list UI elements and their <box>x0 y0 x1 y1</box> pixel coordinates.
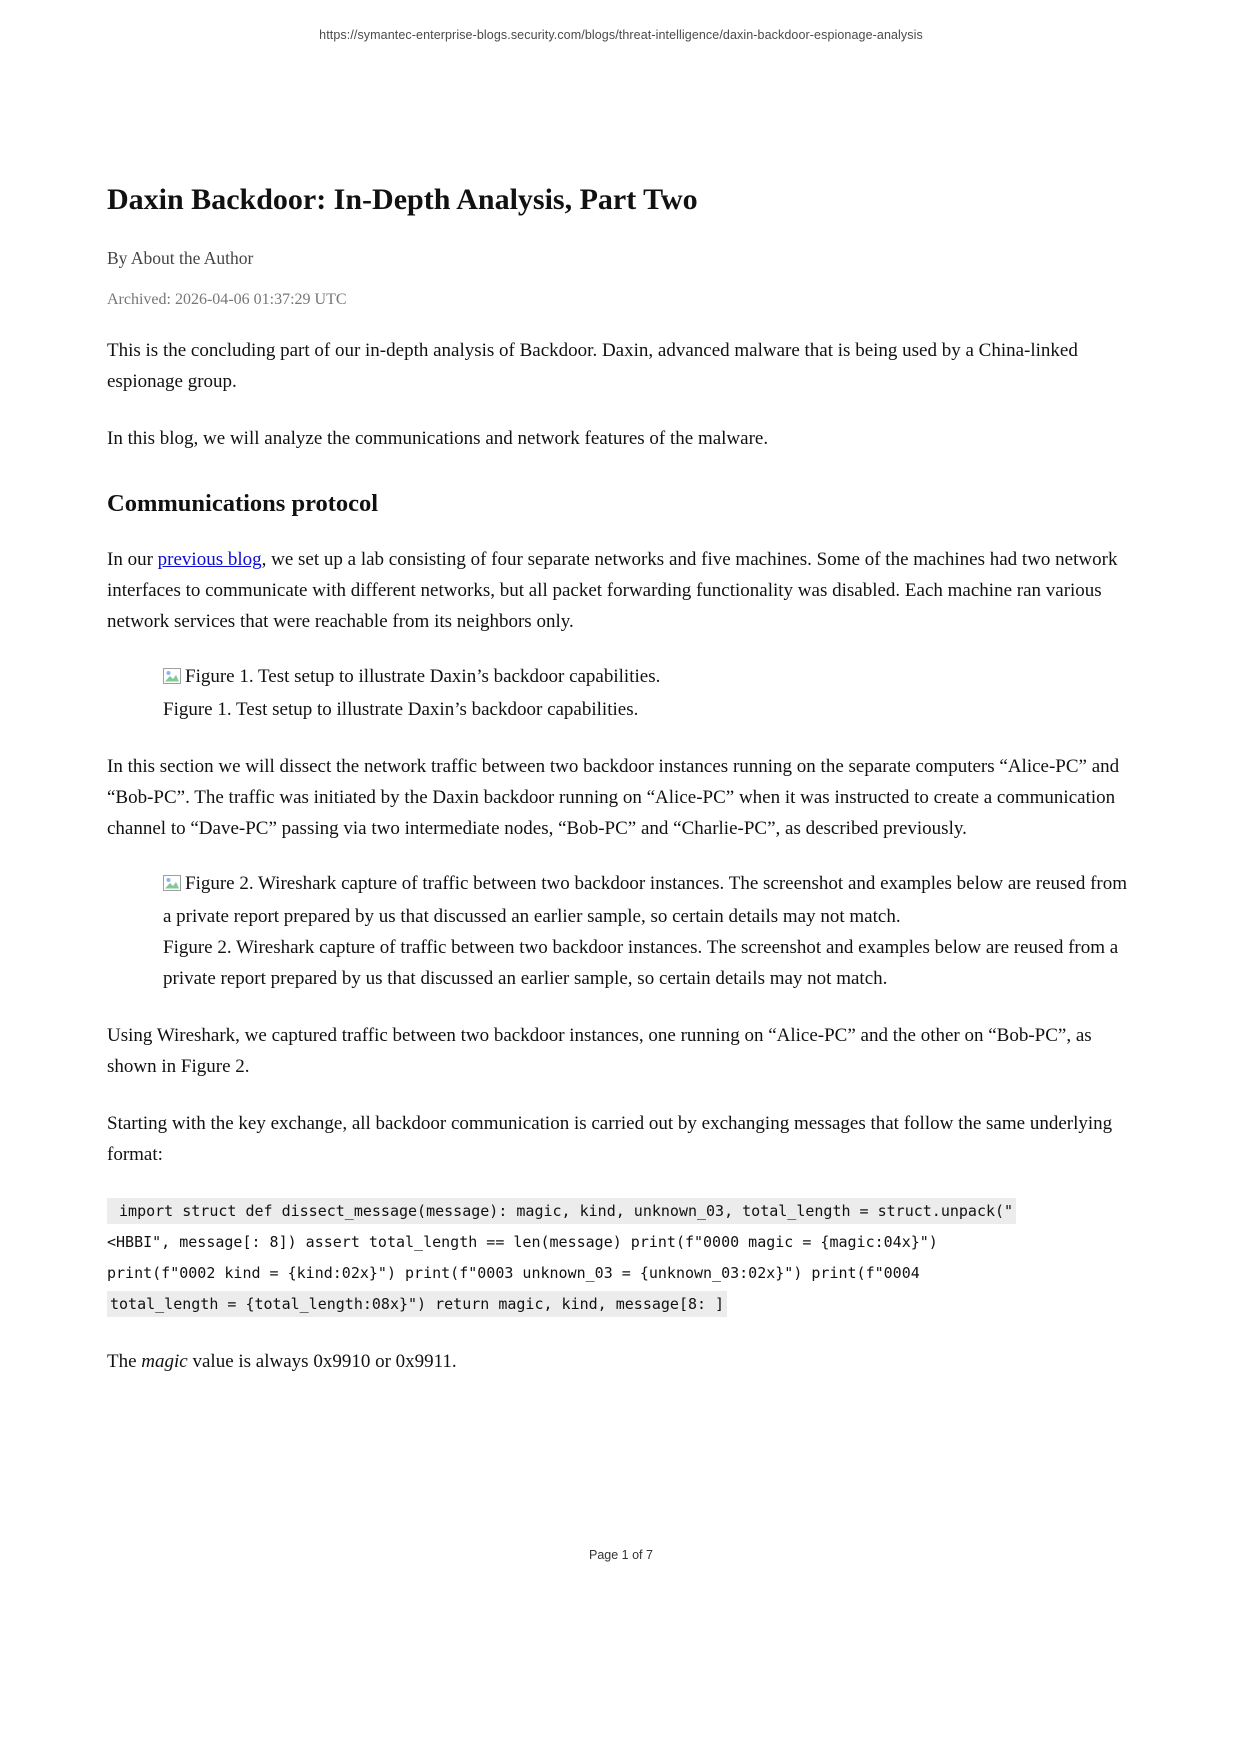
wireshark-paragraph: Using Wireshark, we captured traffic between two backdoor instances, one running on “Alice-PC” and the other on “Bob-PC”, as shown in Figure 2. <box>107 1025 1092 1077</box>
previous-blog-link[interactable]: previous blog <box>157 549 262 570</box>
lab-paragraph-post: , we set up a lab consisting of four separate networks and five machines. Some of the machines had two network interfaces to communicate with different networks, but all packet forwarding functionality was disabled. Each machine ran various network services that were reachable from its neighbors only. <box>107 549 1118 632</box>
broken-image-icon <box>163 870 181 901</box>
figure-1-alt-text: Figure 1. Test setup to illustrate Daxin’s backdoor capabilities. <box>185 666 661 687</box>
source-url: https://symantec-enterprise-blogs.security.com/blogs/threat-intelligence/daxin-backdoor-espionage-analysis <box>319 28 923 42</box>
figure-2-alt-text: Figure 2. Wireshark capture of traffic between two backdoor instances. The screenshot and examples below are reused from a private report prepared by us that discussed an earlier sample, so certain details may not match. <box>163 873 1128 927</box>
magic-paragraph <box>107 1346 1135 1377</box>
figure-2 <box>163 868 1135 994</box>
key-exchange-paragraph: Starting with the key exchange, all backdoor communication is carried out by exchanging messages that follow the same underlying format: <box>107 1113 1113 1165</box>
code-line: total_length = {total_length:08x}") return magic, kind, message[8: ] <box>107 1289 1135 1320</box>
figure-1-caption: Figure 1. Test setup to illustrate Daxin’s backdoor capabilities. <box>163 699 639 720</box>
figure-1-alt <box>163 661 1135 694</box>
figure-2-caption: Figure 2. Wireshark capture of traffic between two backdoor instances. The screenshot and examples below are reused from a private report prepared by us that discussed an earlier sample, so certain details may not match. <box>163 937 1119 989</box>
archived-timestamp: Archived: 2026-04-06 01:37:29 UTC <box>107 291 347 308</box>
code-line: import struct def dissect_message(message): magic, kind, unknown_03, total_length = struct.unpack(" <box>107 1196 1135 1227</box>
magic-paragraph-post: value is always 0x9910 or 0x9911. <box>187 1351 457 1372</box>
magic-term: magic <box>141 1351 188 1372</box>
intro-paragraph-2: In this blog, we will analyze the communications and network features of the malware. <box>107 428 769 449</box>
figure-1 <box>163 661 1135 725</box>
page-title: Daxin Backdoor: In-Depth Analysis, Part Two <box>107 183 698 216</box>
code-line: print(f"0002 kind = {kind:02x}") print(f"0003 unknown_03 = {unknown_03:02x}") print(f"0004 <box>107 1264 920 1282</box>
broken-image-icon <box>163 663 181 694</box>
byline: By About the Author <box>107 248 254 268</box>
intro-paragraph-1: This is the concluding part of our in-depth analysis of Backdoor. Daxin, advanced malware that is being used by a China-linked espionage group. <box>107 340 1078 392</box>
figure-2-alt <box>163 868 1135 932</box>
magic-paragraph-pre: The <box>107 1351 142 1372</box>
dissect-paragraph: In this section we will dissect the network traffic between two backdoor instances running on the separate computers “Alice-PC” and “Bob-PC”. The traffic was initiated by the Daxin backdoor running on “Alice-PC” when it was instructed to create a communication channel to “Dave-PC” passing via two intermediate nodes, “Bob-PC” and “Charlie-PC”, as described previously. <box>107 756 1120 839</box>
page-number: Page 1 of 7 <box>589 1548 653 1562</box>
lab-paragraph-pre: In our <box>107 549 158 570</box>
code-line: <HBBI", message[: 8]) assert total_length == len(message) print(f"0000 magic = {magic:04x}") <box>107 1233 938 1251</box>
section-heading: Communications protocol <box>107 490 379 517</box>
lab-paragraph <box>107 544 1135 637</box>
code-block <box>107 1196 1135 1320</box>
